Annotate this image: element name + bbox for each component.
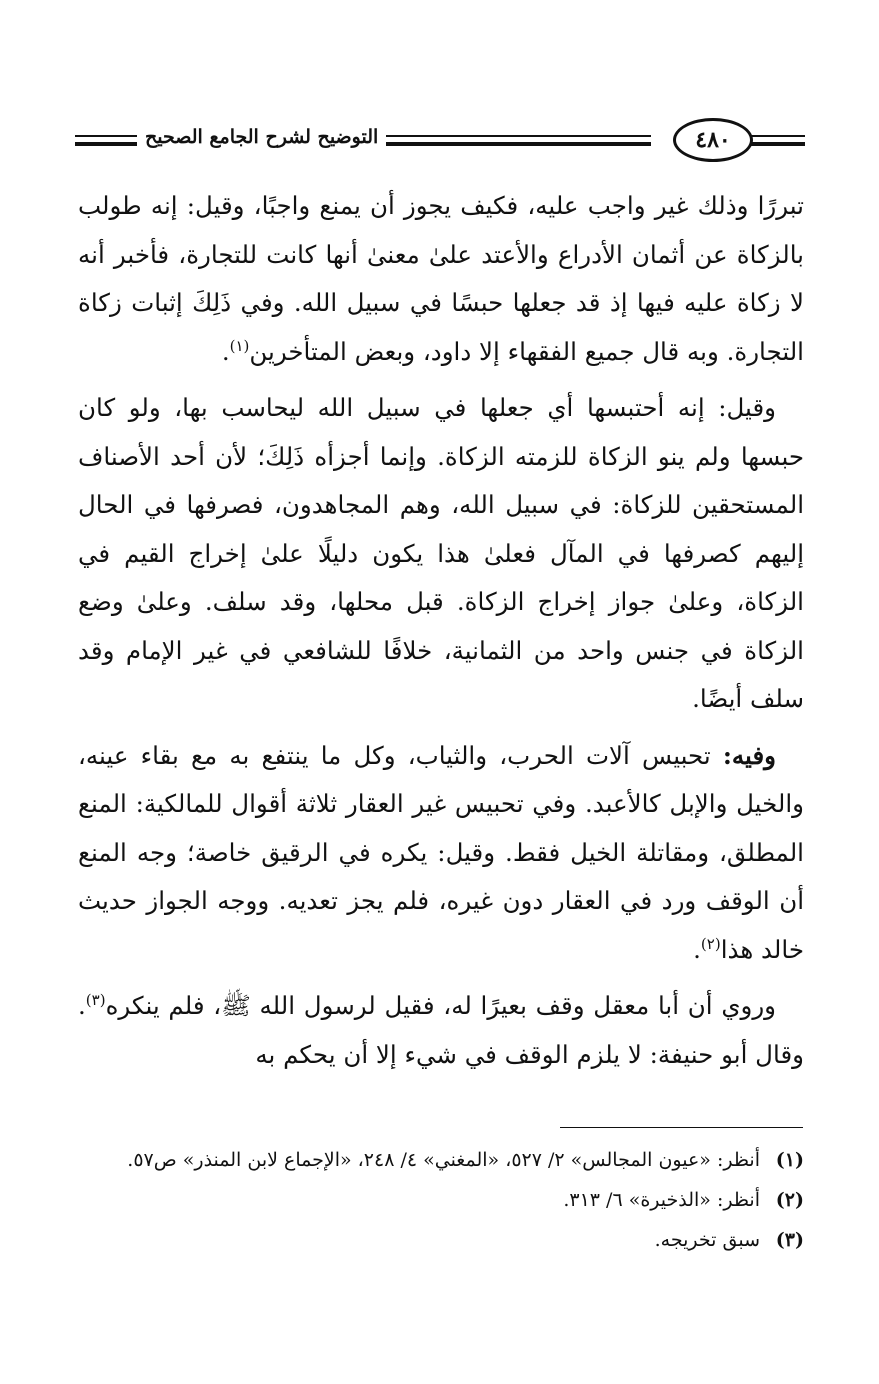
footnote-2-text: أنظر: «الذخيرة» ٦/ ٣١٣.	[563, 1189, 760, 1211]
main-text	[78, 182, 804, 1079]
header-rule-left-top	[75, 135, 143, 137]
footnotes	[78, 1140, 804, 1260]
paragraph-3	[78, 732, 804, 975]
footnote-3-number: (٣)	[775, 1229, 804, 1251]
footnote-2	[78, 1180, 804, 1220]
paragraph-1	[78, 182, 804, 376]
header-rule-left-bottom	[75, 142, 143, 146]
paragraph-4-text: وروي أن أبا معقل وقف بعيرًا له، فقيل لرسول الله ﷺ، فلم ينكره	[105, 991, 776, 1020]
page-number	[673, 118, 753, 162]
paragraph-3-end: .	[693, 934, 701, 964]
paragraph-3-lead: وفيه:	[722, 740, 776, 770]
footnote-2-number: (٢)	[775, 1189, 804, 1211]
paragraph-4	[78, 982, 804, 1079]
footnote-ref-2: (٢)	[700, 934, 721, 953]
footnote-1-text: أنظر: «عيون المجالس» ٢/ ٥٢٧، «المغني» ٤/ ٢٤٨، «الإجماع لابن المنذر» ص٥٧.	[127, 1149, 760, 1171]
paragraph-4-end: . وقال أبو حنيفة: لا يلزم الوقف في شيء إلا أن يحكم به	[78, 991, 804, 1069]
footnote-1	[78, 1140, 804, 1180]
footnote-divider	[560, 1127, 803, 1128]
running-header	[75, 118, 805, 162]
running-title: التوضيح لشرح الجامع الصحيح	[137, 126, 386, 148]
paragraph-2: وقيل: إنه أحتبسها أي جعلها في سبيل الله ليحاسب بها، ولو كان حبسها ولم ينو الزكاة للزمته الزكاة. وإنما أجزأه ذَلِكَ؛ لأن أحد الأصناف المستحقين للزكاة: في سبيل الله، وهم المجاهدون، فصرفها في الحال إليهم كصرفها في المآل فعلىٰ هذا يكون دليلًا علىٰ إخراج القيم في الزكاة، وعلىٰ جواز إخراج الزكاة. قبل محلها، وقد سلف. وعلىٰ وضع الزكاة في جنس واحد من الثمانية، خلافًا للشافعي في غير الإمام وقد سلف أيضًا.	[78, 393, 804, 713]
footnote-ref-3: (٣)	[85, 990, 106, 1009]
footnote-1-number: (١)	[775, 1149, 804, 1171]
paragraph-1-end: .	[221, 336, 230, 366]
footnote-3	[78, 1220, 804, 1260]
paragraph-1-text: تبررًا وذلك غير واجب عليه، فكيف يجوز أن يمنع واجبًا، وقيل: إنه طولب بالزكاة عن أثمان الأدراع والأعتد علىٰ معنىٰ أنها كانت للتجارة، فأخبر أنه لا زكاة عليه فيها إذ قد جعلها حبسًا في سبيل الله. وفي ذَلِكَ إثبات زكاة التجارة. وبه قال جميع الفقهاء إلا داود، وبعض المتأخرين	[78, 191, 804, 366]
footnote-3-text: سبق تخريجه.	[654, 1229, 760, 1251]
page-number-text: ٤٨٠	[695, 127, 731, 153]
footnote-ref-1: (١)	[229, 336, 250, 355]
paragraph-3-text: تحبيس آلات الحرب، والثياب، وكل ما ينتفع به مع بقاء عينه، والخيل والإبل كالأعبد. وفي تحبيس غير العقار ثلاثة أقوال للمالكية: المنع المطلق، ومقاتلة الخيل فقط. وقيل: يكره في الرقيق خاصة؛ وجه المنع أن الوقف ورد في العقار دون غيره، فلم يجز تعديه. ووجه الجواز حديث خالد هذا	[78, 740, 804, 964]
